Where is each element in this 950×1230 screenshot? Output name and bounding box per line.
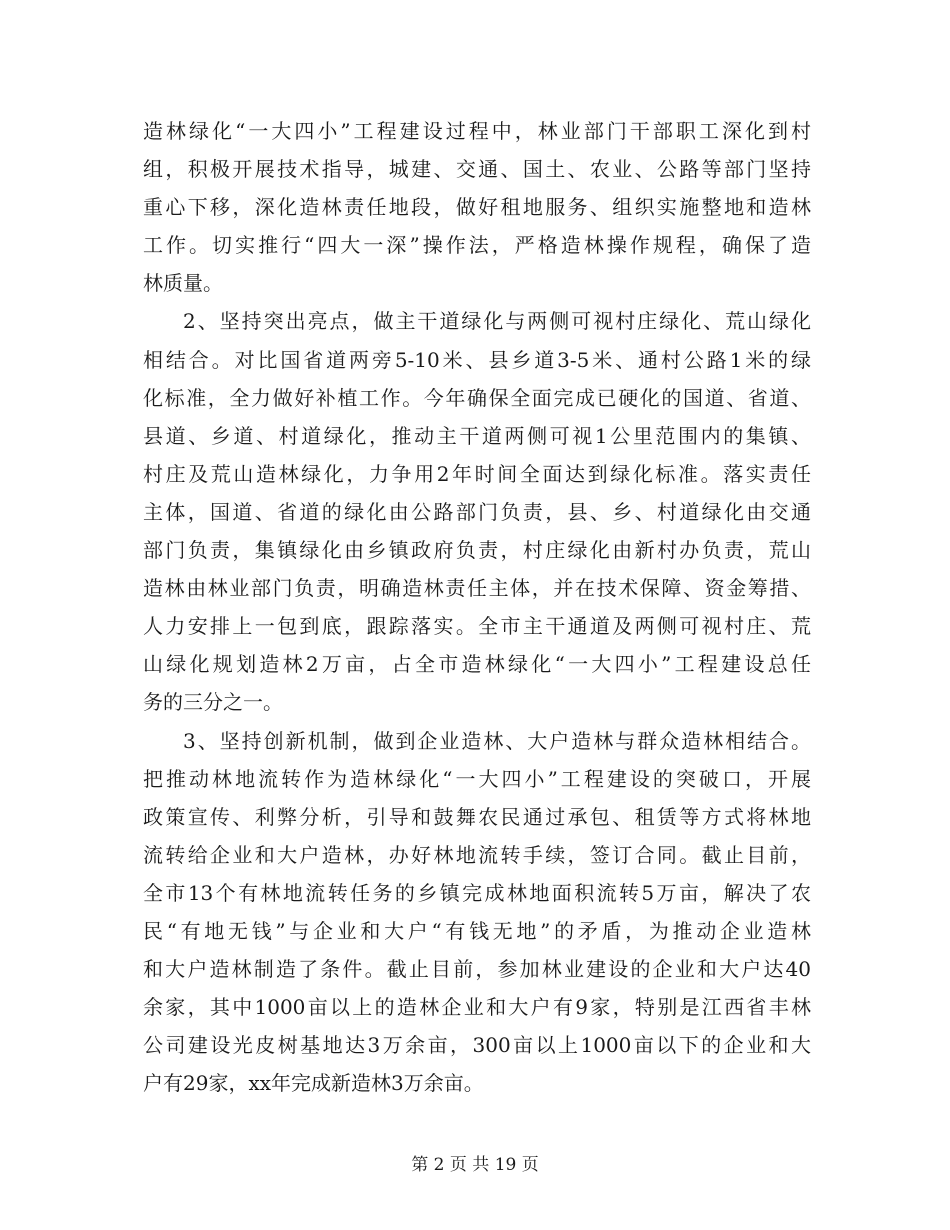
body-text xyxy=(143,112,811,1102)
text-line: 造林绿化“一大四小”工程建设过程中，林业部门干部职工深化到村 xyxy=(143,119,811,143)
page-number-footer: 第 2 页 共 19 页 xyxy=(411,1155,539,1175)
text-line: 化标准，全力做好补植工作。今年确保全面完成已硬化的国道、省道、 xyxy=(143,385,811,410)
text-line: 民“有地无钱”与企业和大户“有钱无地”的矛盾，为推动企业造林 xyxy=(143,918,811,943)
text-line: 公司建设光皮树基地达3万余亩，300亩以上1000亩以下的企业和大 xyxy=(143,1033,811,1058)
text-line: 部门负责，集镇绿化由乡镇政府负责，村庄绿化由新村办负责，荒山 xyxy=(143,538,811,563)
text-line: 人力安排上一包到底，跟踪落实。全市主干通道及两侧可视村庄、荒 xyxy=(143,614,811,639)
text-line: 林质量。 xyxy=(143,271,223,296)
text-line: 全市13个有林地流转任务的乡镇完成林地面积流转5万亩，解决了农 xyxy=(143,880,811,905)
text-line: 务的三分之一。 xyxy=(143,690,283,715)
text-line: 县道、乡道、村道绿化，推动主干道两侧可视1公里范围内的集镇、 xyxy=(143,423,811,448)
text-line: 组，积极开展技术指导，城建、交通、国土、农业、公路等部门坚持 xyxy=(143,157,811,182)
text-line: 主体，国道、省道的绿化由公路部门负责，县、乡、村道绿化由交通 xyxy=(143,499,811,524)
text-line: 相结合。对比国省道两旁5-10米、县乡道3-5米、通村公路1米的绿 xyxy=(143,347,811,372)
text-line: 重心下移，深化造林责任地段，做好租地服务、组织实施整地和造林 xyxy=(143,195,811,220)
text-line: 造林由林业部门负责，明确造林责任主体，并在技术保障、资金筹措、 xyxy=(143,576,811,601)
text-line: 流转给企业和大户造林，办好林地流转手续，签订合同。截止目前， xyxy=(143,842,811,867)
paragraph-3-first-line: 3、坚持创新机制，做到企业造林、大户造林与群众造林相结合。 xyxy=(183,728,811,753)
text-line: 山绿化规划造林2万亩，占全市造林绿化“一大四小”工程建设总任 xyxy=(143,652,811,677)
text-line: 村庄及荒山造林绿化，力争用2年时间全面达到绿化标准。落实责任 xyxy=(143,461,811,486)
text-line: 政策宣传、利弊分析，引导和鼓舞农民通过承包、租赁等方式将林地 xyxy=(143,804,811,829)
text-line: 工作。切实推行“四大一深”操作法，严格造林操作规程，确保了造 xyxy=(143,233,811,258)
text-line: 把推动林地流转作为造林绿化“一大四小”工程建设的突破口，开展 xyxy=(143,766,811,791)
text-line: 余家，其中1000亩以上的造林企业和大户有9家，特别是江西省丰林 xyxy=(143,995,811,1020)
text-line: 户有29家，xx年完成新造林3万余亩。 xyxy=(143,1071,484,1096)
text-line: 和大户造林制造了条件。截止目前，参加林业建设的企业和大户达40 xyxy=(143,957,811,982)
paragraph-2-first-line: 2、坚持突出亮点，做主干道绿化与两侧可视村庄绿化、荒山绿化 xyxy=(183,309,811,334)
